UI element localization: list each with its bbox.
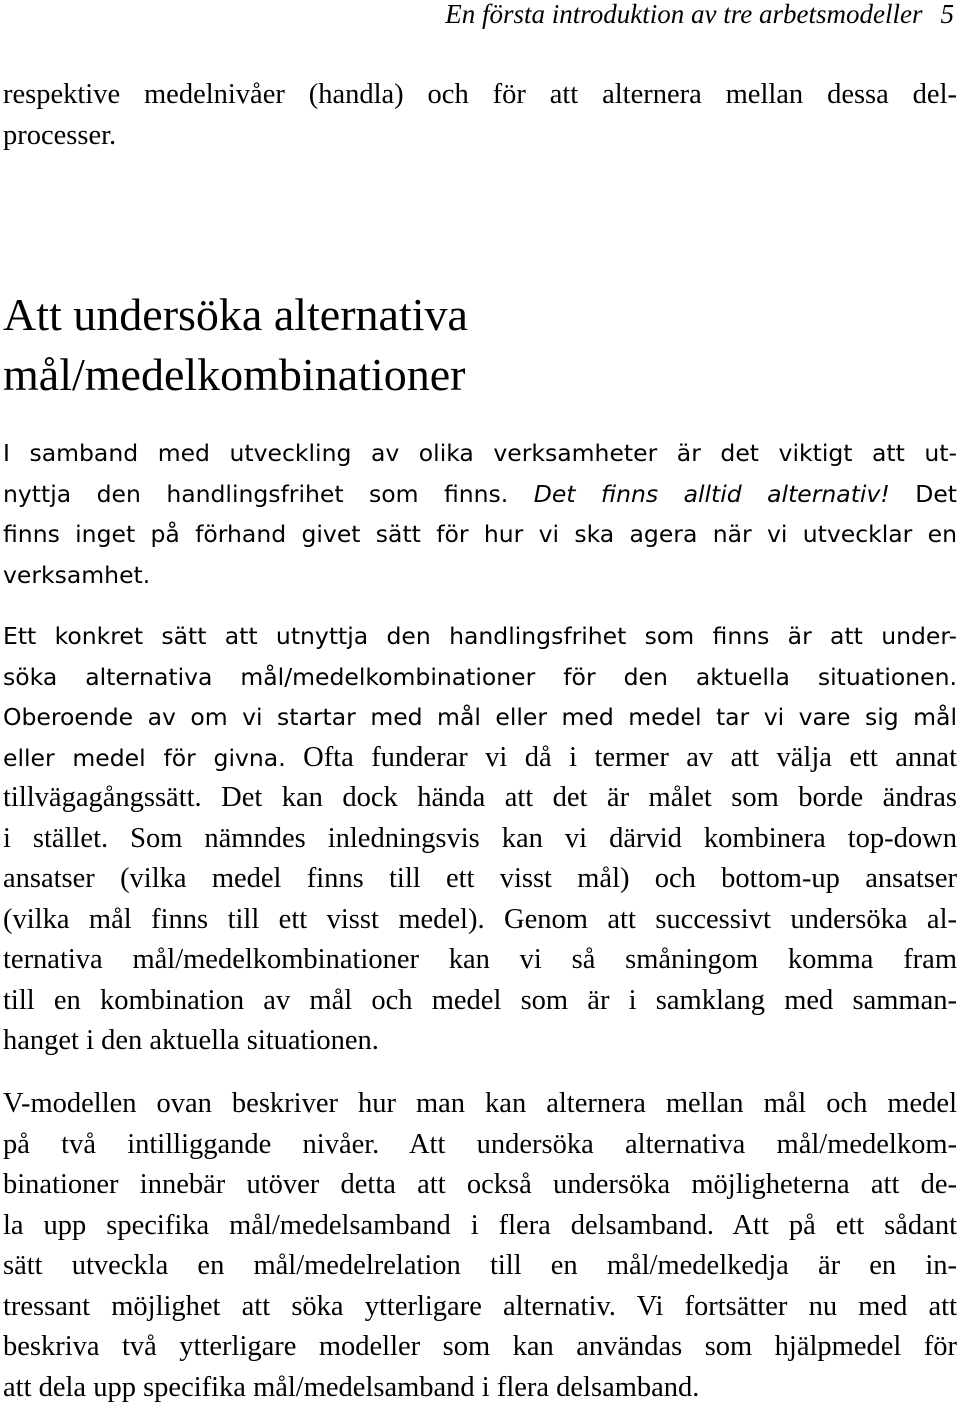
text-line: finns inget på förhand givet sätt för hur vi ska agera när vi utvecklar en — [3, 514, 957, 555]
text-run: Det — [890, 480, 957, 508]
text-line: verksamhet. — [3, 555, 957, 596]
text-line: tillvägagångssätt. Det kan dock hända att det är målet som borde ändras — [3, 778, 957, 819]
text-run: i stället. — [3, 823, 108, 854]
text-line: ternativa mål/medelkombinationer kan vi så småningom komma fram — [3, 940, 957, 981]
text-line — [3, 738, 957, 779]
running-header — [445, 0, 954, 34]
page-number: 5 — [941, 0, 955, 29]
heading-line: Att undersöka alternativa — [3, 285, 957, 345]
emphasis-text: Det finns alltid alternativ! — [534, 480, 890, 508]
text-line: att dela upp specifika mål/medelsamband i flera delsamband. — [3, 1368, 957, 1408]
text-line: binationer innebär utöver detta att också undersöka möjligheterna att de- — [3, 1165, 957, 1206]
text-line: V-modellen ovan beskriver hur man kan alternera mellan mål och medel — [3, 1084, 957, 1125]
text-line: sätt utveckla en mål/medelrelation till en mål/medelkedja är en in- — [3, 1246, 957, 1287]
paragraph-1 — [3, 433, 957, 595]
text-run: (vilka mål finns till ett visst medel). — [3, 904, 485, 935]
section-heading — [3, 285, 957, 405]
text-line: respektive medelnivåer (handla) och för att alternera mellan dessa del- — [3, 75, 957, 116]
text-run: Genom att successivt undersöka al- — [485, 904, 957, 935]
text-line: ansatser (vilka medel finns till ett visst mål) och bottom-up ansatser — [3, 859, 957, 900]
text-run: eller medel för givna. — [3, 744, 286, 772]
text-line: la upp specifika mål/medelsamband i flera delsamband. Att på ett sådant — [3, 1206, 957, 1247]
intro-paragraph — [3, 75, 957, 156]
text-run: Som nämndes inledningsvis kan vi därvid kombinera top-down — [108, 823, 957, 854]
text-run: nyttja den handlingsfrihet som finns. — [3, 480, 534, 508]
text-line — [3, 900, 957, 941]
text-line: på två intilliggande nivåer. Att undersöka alternativa mål/medelkom- — [3, 1125, 957, 1166]
text-line: I samband med utveckling av olika verksamheter är det viktigt att ut- — [3, 433, 957, 474]
text-line — [3, 819, 957, 860]
paragraph-2 — [3, 616, 957, 1062]
text-line — [3, 474, 957, 515]
text-line: söka alternativa mål/medelkombinationer för den aktuella situationen. — [3, 657, 957, 698]
text-line: beskriva två ytterligare modeller som kan användas som hjälpmedel för — [3, 1327, 957, 1368]
heading-line: mål/medelkombinationer — [3, 345, 957, 405]
text-run: Ofta funderar vi då i termer av att välja ett annat — [286, 742, 957, 773]
text-line: till en kombination av mål och medel som är i samklang med samman- — [3, 981, 957, 1022]
text-line: processer. — [3, 116, 957, 157]
text-line: Ett konkret sätt att utnyttja den handlingsfrihet som finns är att under- — [3, 616, 957, 657]
paragraph-3 — [3, 1084, 957, 1408]
text-line: hanget i den aktuella situationen. — [3, 1021, 957, 1062]
text-line: Oberoende av om vi startar med mål eller med medel tar vi vare sig mål — [3, 697, 957, 738]
text-line: tressant möjlighet att söka ytterligare alternativ. Vi fortsätter nu med att — [3, 1287, 957, 1328]
running-title: En första introduktion av tre arbetsmodeller — [445, 0, 922, 29]
